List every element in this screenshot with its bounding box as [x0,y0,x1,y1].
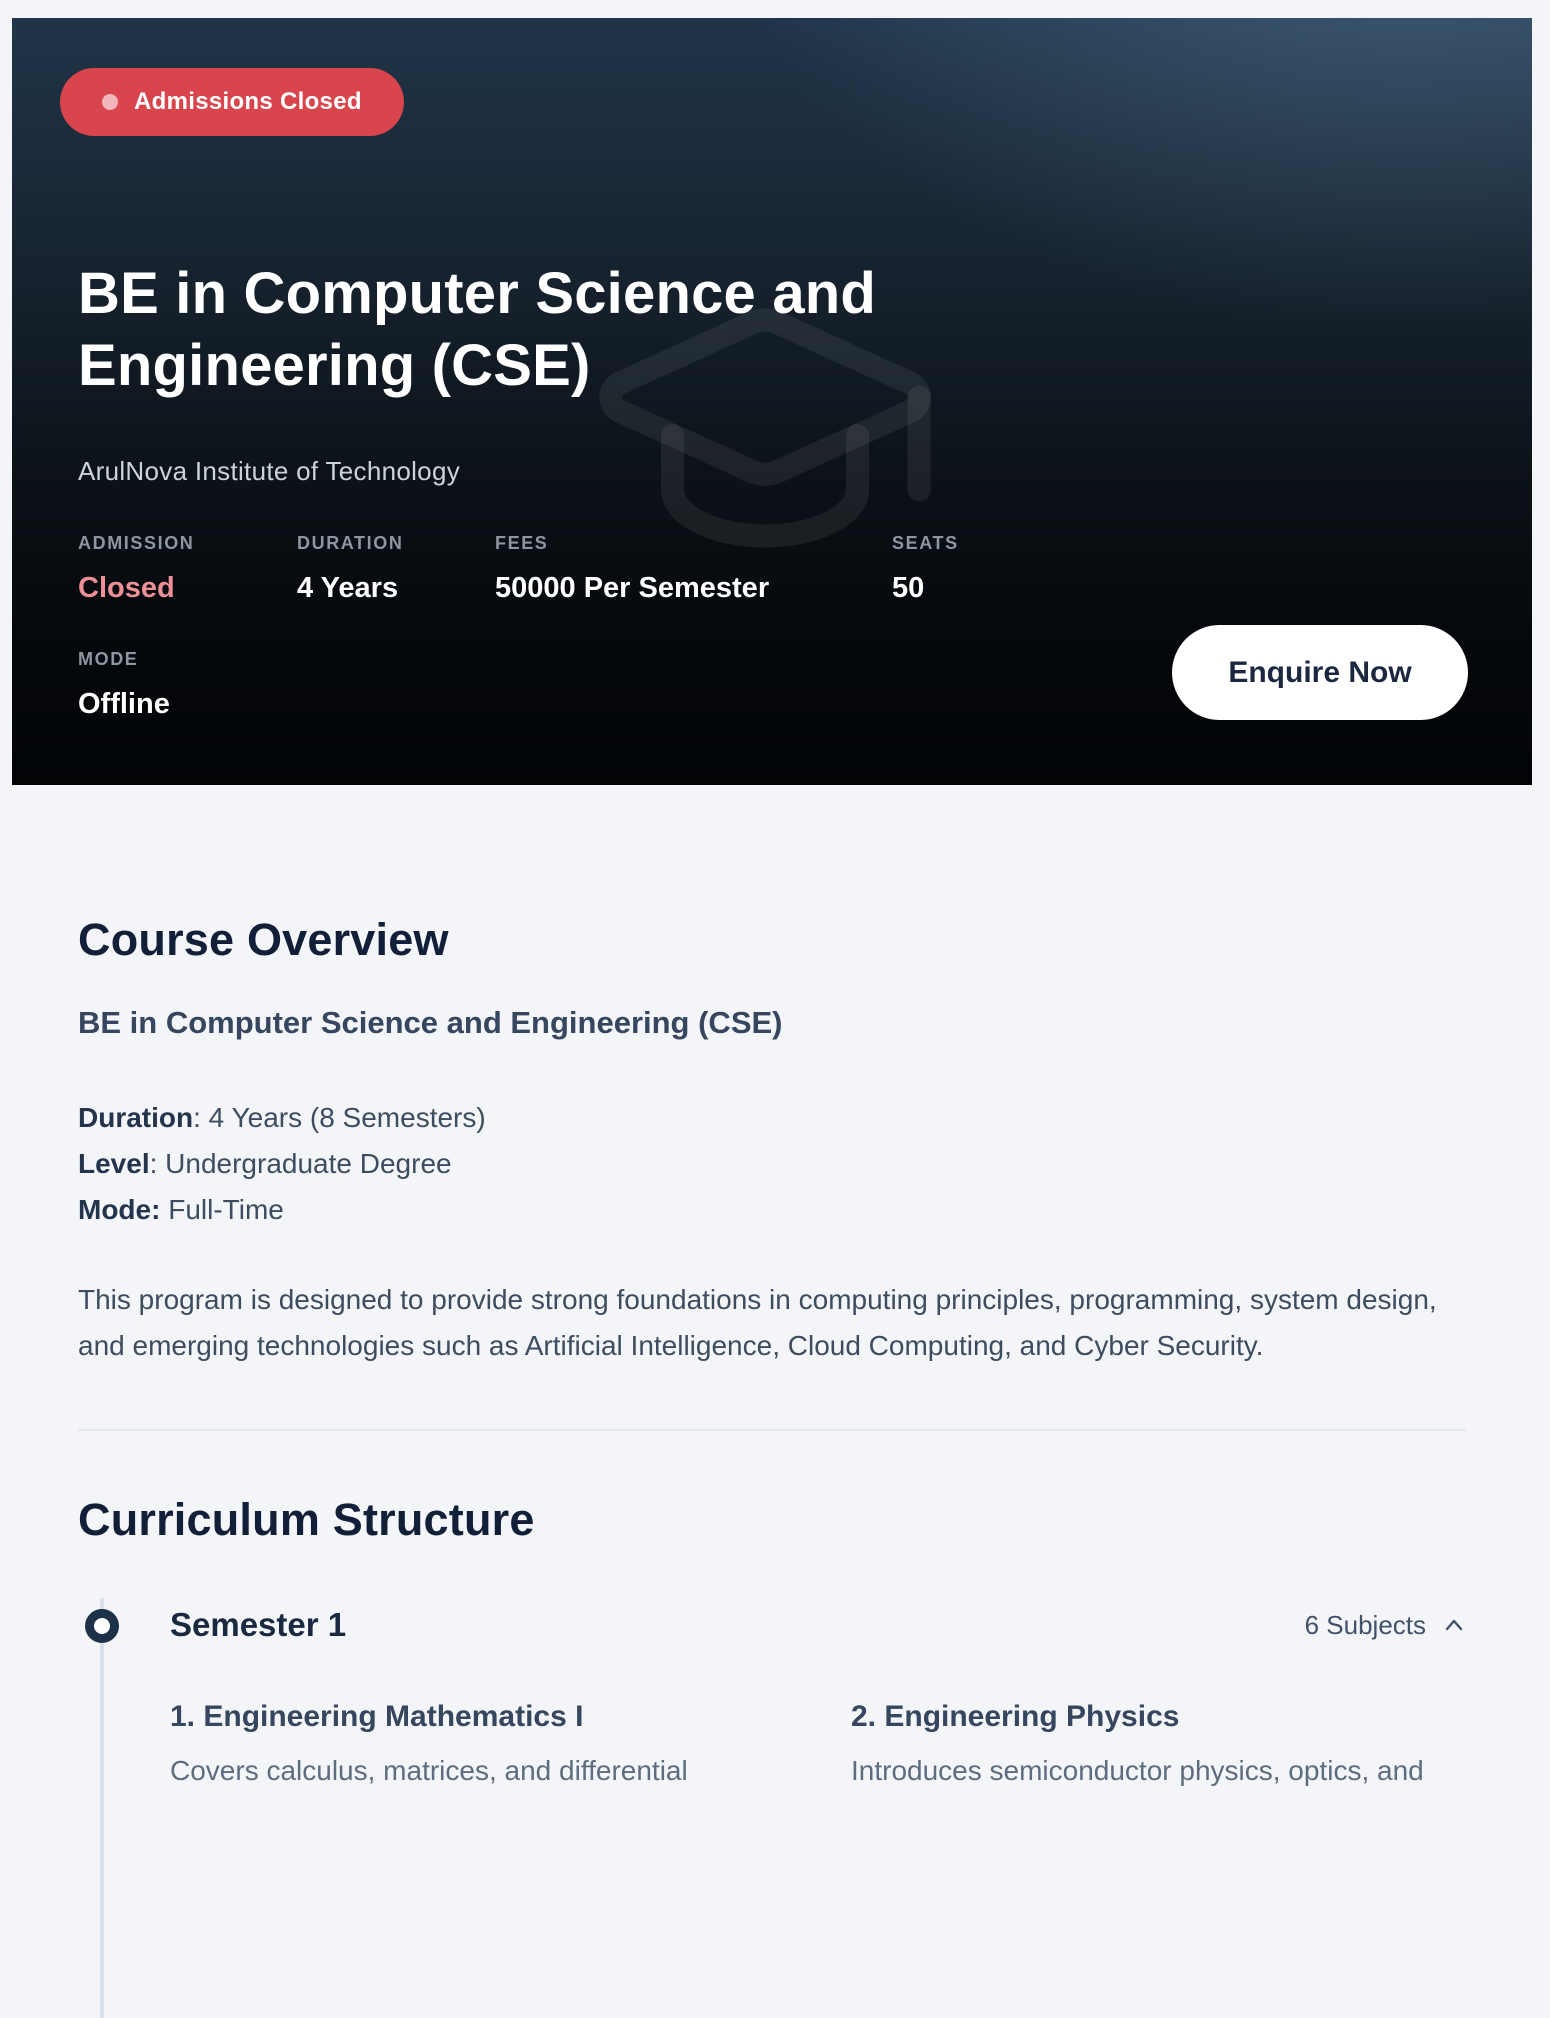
course-overview-heading: Course Overview [78,914,449,965]
semester-1-block [78,1603,1466,1793]
meta-label: Mode: [78,1194,161,1225]
stat-label: FEES [495,533,549,553]
meta-separator: : [149,1148,166,1179]
subject-description: Covers calculus, matrices, and differential [170,1755,688,1786]
course-stats [78,532,1152,722]
stat-value-duration: 4 Years [297,572,399,604]
meta-value: 4 Years (8 Semesters) [208,1102,486,1133]
stat-duration [297,532,495,606]
stat-fees [495,532,892,606]
course-name: BE in Computer Science and Engineering (CSE) [78,1005,783,1040]
section-divider [78,1429,1466,1431]
stat-mode [78,648,297,722]
subject-item [851,1697,1466,1793]
course-details-section [0,785,1550,1793]
subjects-count-label: 6 Subjects [1304,1609,1426,1640]
subject-description: Introduces semiconductor physics, optics, and [851,1755,1424,1786]
subject-title: 1. Engineering Mathematics I [170,1700,584,1733]
meta-value: Full-Time [168,1194,284,1225]
hero-banner [12,18,1532,785]
course-description: This program is designed to provide strong foundations in computing principles, programming, system design, and emerging technologies such as Artificial Intelligence, Cloud Computing, and Cyber Security. [78,1284,1437,1361]
stats-row-1 [78,532,1152,606]
timeline-dot-icon [85,1609,119,1643]
meta-label: Level [78,1148,150,1179]
meta-mode [78,1187,1466,1233]
semester-subjects-toggle[interactable] [1305,1610,1466,1641]
stat-label: DURATION [297,533,404,553]
status-dot-icon [102,94,118,110]
timeline-line [100,1598,104,2018]
stat-label: SEATS [892,533,959,553]
stat-value-seats: 50 [892,572,925,604]
stat-value-fees: 50000 Per Semester [495,572,770,604]
chevron-up-icon[interactable] [1442,1615,1466,1635]
curriculum-structure-heading: Curriculum Structure [78,1494,535,1545]
meta-duration [78,1095,1466,1141]
stats-row-2 [78,648,1152,722]
stat-seats [892,532,1152,606]
stat-value-admission: Closed [78,572,175,604]
subject-item [170,1697,851,1793]
page-title: BE in Computer Science and Engineering (CSE) [78,261,877,398]
stat-admission [78,532,297,606]
subjects-grid [170,1697,1466,1793]
subject-title: 2. Engineering Physics [851,1700,1180,1733]
semester-title: Semester 1 [170,1606,347,1643]
institute-name: ArulNova Institute of Technology [78,456,461,486]
admissions-status-label: Admissions Closed [134,88,362,115]
stat-value-mode: Offline [78,688,170,720]
semester-1-header[interactable] [170,1603,1466,1647]
meta-value: Undergraduate Degree [165,1148,452,1179]
meta-separator: : [193,1102,209,1133]
meta-level [78,1141,1466,1187]
admissions-status-badge [60,68,404,136]
enquire-now-button[interactable]: Enquire Now [1172,625,1468,720]
stat-label: ADMISSION [78,533,195,553]
stat-label: MODE [78,649,139,669]
meta-label: Duration [78,1102,194,1133]
course-meta [78,1095,1466,1233]
